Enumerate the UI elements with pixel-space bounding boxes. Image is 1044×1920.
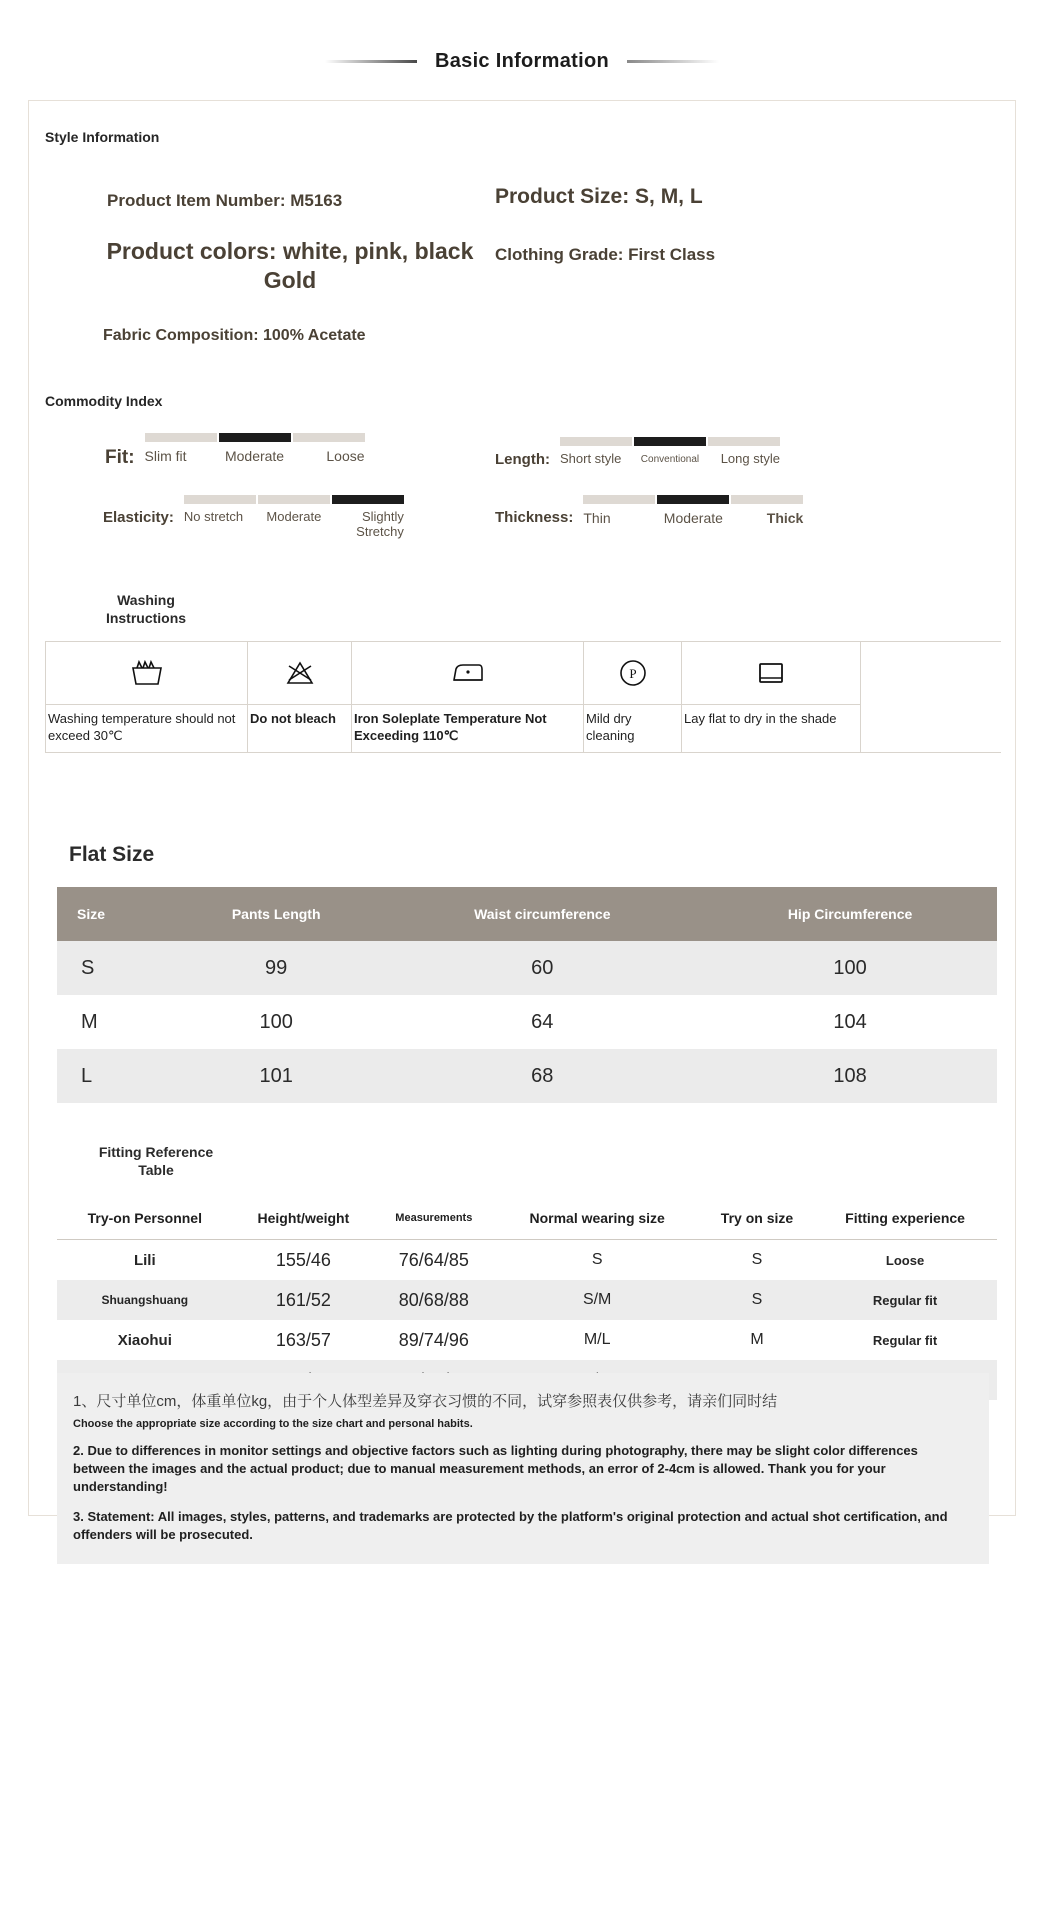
flat-size-m-length: 100 bbox=[259, 1010, 293, 1033]
index-elasticity-name: Elasticity: bbox=[103, 509, 174, 526]
flat-size-m-waist: 64 bbox=[531, 1010, 554, 1033]
index-length-seg-1 bbox=[560, 437, 632, 446]
index-elasticity-label-1: No stretch bbox=[183, 509, 244, 524]
index-fit-label-1: Slim fit bbox=[144, 448, 187, 464]
index-thickness-label-2: Moderate bbox=[663, 510, 723, 526]
page-title: Basic Information bbox=[434, 50, 610, 72]
wash-text-4: Mild dry cleaning bbox=[586, 711, 635, 743]
fitting-r1-tryon: S bbox=[751, 1251, 763, 1269]
dry-clean-p-icon bbox=[584, 642, 681, 705]
notes-section bbox=[57, 1373, 989, 1564]
fitting-r2-tryon: S bbox=[701, 1280, 813, 1320]
commodity-index-label: Commodity Index bbox=[45, 393, 163, 409]
index-thickness bbox=[495, 495, 803, 526]
index-thickness-label-3: Thick bbox=[766, 510, 804, 526]
product-item-number: Product Item Number: M5163 bbox=[107, 191, 343, 210]
note-line-2: Choose the appropriate size according to the size chart and personal habits. bbox=[73, 1417, 473, 1430]
index-elasticity-seg-3 bbox=[332, 495, 404, 504]
flat-size-m-hip: 104 bbox=[833, 1010, 867, 1033]
index-thickness-seg-1 bbox=[583, 495, 655, 504]
fitting-header-row bbox=[57, 1197, 997, 1240]
index-fit-track bbox=[145, 433, 365, 442]
flat-size-l-hip: 108 bbox=[703, 1049, 997, 1103]
index-elasticity-labels bbox=[184, 510, 404, 540]
index-length-labels bbox=[560, 452, 780, 467]
flat-size-s-length: 99 bbox=[171, 941, 382, 995]
index-fit-label-3: Loose bbox=[326, 448, 365, 464]
wash-cell-2 bbox=[247, 642, 351, 752]
table-row bbox=[57, 941, 997, 995]
fitting-reference-section bbox=[45, 1143, 1001, 1400]
table-row bbox=[57, 995, 997, 1049]
wash-cell-4 bbox=[583, 642, 681, 752]
style-information-grid bbox=[45, 165, 1001, 395]
fitting-r1-measure: 76/64/85 bbox=[398, 1249, 469, 1270]
index-elasticity-track bbox=[184, 495, 404, 504]
flat-size-s-hip: 100 bbox=[703, 941, 997, 995]
note-line-1: 1、尺寸单位cm，体重单位kg，由于个人体型差异及穿衣习惯的不同，试穿参照表仅供参考，请亲们同时结 bbox=[73, 1393, 778, 1410]
fitting-r1-exp: Loose bbox=[885, 1252, 925, 1268]
fitting-r3-tryon: M bbox=[750, 1331, 764, 1349]
index-length bbox=[495, 437, 780, 468]
fitting-reference-table bbox=[57, 1197, 997, 1400]
fitting-header-height-weight: Height/weight bbox=[233, 1197, 375, 1240]
fitting-r3-normal: M/L bbox=[583, 1331, 611, 1349]
index-length-track bbox=[560, 437, 780, 446]
wash-cell-3 bbox=[351, 642, 583, 752]
index-thickness-seg-2 bbox=[657, 495, 729, 504]
fitting-header-measurements: Measurements bbox=[374, 1197, 493, 1240]
washing-instructions-table bbox=[45, 641, 1001, 753]
style-information-section bbox=[45, 129, 1001, 395]
washing-instructions-title: Washing Instructions bbox=[105, 592, 187, 627]
product-colors: Product colors: white, pink, black Gold bbox=[106, 238, 474, 293]
style-information-label: Style Information bbox=[45, 129, 160, 145]
index-fit-name: Fit: bbox=[105, 447, 135, 468]
wash-text-3: Iron Soleplate Temperature Not Exceeding 110℃ bbox=[354, 711, 547, 743]
index-fit bbox=[105, 433, 365, 469]
fitting-r1-hw: 155/46 bbox=[275, 1249, 331, 1270]
index-thickness-name: Thickness: bbox=[495, 509, 574, 526]
fitting-r3-name: Xiaohui bbox=[117, 1331, 172, 1349]
svg-text:P: P bbox=[628, 666, 637, 682]
flat-size-l-length: 101 bbox=[171, 1049, 382, 1103]
wash-cell-5 bbox=[681, 642, 861, 752]
table-row bbox=[57, 1049, 997, 1103]
index-length-name: Length: bbox=[495, 451, 550, 468]
flat-size-l-size: L bbox=[57, 1049, 171, 1103]
wash-text-2: Do not bleach bbox=[250, 711, 336, 727]
index-fit-seg-1 bbox=[145, 433, 217, 442]
index-length-label-2: Conventional bbox=[640, 454, 700, 465]
wash-text-1: Washing temperature should not exceed 30℃ bbox=[48, 711, 236, 743]
index-fit-bars bbox=[145, 433, 365, 464]
flat-size-s-waist: 60 bbox=[382, 941, 704, 995]
index-thickness-bars bbox=[583, 495, 803, 526]
wash-text-5: Lay flat to dry in the shade bbox=[684, 711, 837, 727]
index-elasticity-seg-1 bbox=[184, 495, 256, 504]
washing-instructions-section bbox=[45, 591, 1001, 753]
fitting-header-experience: Fitting experience bbox=[813, 1197, 997, 1240]
index-fit-labels bbox=[145, 448, 365, 464]
fitting-header-normal-size: Normal wearing size bbox=[493, 1197, 700, 1240]
index-elasticity-label-3: Slightly Stretchy bbox=[356, 509, 404, 539]
fitting-r2-normal: S/M bbox=[493, 1280, 700, 1320]
index-length-seg-3 bbox=[708, 437, 780, 446]
wash-cell-1 bbox=[45, 642, 247, 752]
index-elasticity bbox=[103, 495, 404, 540]
index-elasticity-seg-2 bbox=[258, 495, 330, 504]
product-size: Product Size: S, M, L bbox=[495, 185, 703, 208]
index-fit-label-2: Moderate bbox=[224, 448, 285, 464]
iron-icon bbox=[352, 642, 583, 705]
clothing-grade: Clothing Grade: First Class bbox=[495, 245, 716, 264]
flat-size-header-pants-length: Pants Length bbox=[171, 887, 382, 941]
page-header bbox=[0, 0, 1044, 73]
hand-wash-icon bbox=[46, 642, 247, 705]
flat-size-title: Flat Size bbox=[69, 843, 155, 866]
content-card bbox=[28, 100, 1016, 1543]
fitting-r3-measure: 89/74/96 bbox=[398, 1329, 469, 1350]
fabric-composition: Fabric Composition: 100% Acetate bbox=[103, 327, 366, 344]
fitting-r3-exp: Regular fit bbox=[872, 1332, 938, 1348]
fitting-r2-exp: Regular fit bbox=[813, 1280, 997, 1320]
table-row bbox=[57, 1280, 997, 1320]
flat-size-header-size: Size bbox=[57, 887, 171, 941]
fitting-r1-name: Lili bbox=[133, 1251, 156, 1269]
flat-size-header-row bbox=[57, 887, 997, 941]
flat-size-header-hip: Hip Circumference bbox=[703, 887, 997, 941]
flat-size-l-waist: 68 bbox=[382, 1049, 704, 1103]
index-fit-seg-3 bbox=[293, 433, 365, 442]
note-line-3: 2. Due to differences in monitor settings and objective factors such as lighting during photography, there may be slight color differences between the images and the actual product; due to manual measurement methods, an error of 2-4cm is allowed. Thank you for your understanding! bbox=[73, 1442, 918, 1494]
fitting-r2-measure: 80/68/88 bbox=[374, 1280, 493, 1320]
flat-dry-icon bbox=[682, 642, 860, 705]
table-row bbox=[57, 1320, 997, 1360]
header-rule-left bbox=[325, 60, 417, 63]
fitting-r2-name: Shuangshuang bbox=[57, 1280, 233, 1320]
index-length-bars bbox=[560, 437, 780, 467]
header-rule-right bbox=[627, 60, 719, 63]
note-line-4: 3. Statement: All images, styles, patterns, and trademarks are protected by the platform's original protection and actual shot certification, and offenders will be prosecuted. bbox=[73, 1509, 948, 1543]
index-elasticity-bars bbox=[184, 495, 404, 540]
fitting-reference-title: Fitting Reference Table bbox=[98, 1144, 214, 1179]
flat-size-header-waist: Waist circumference bbox=[382, 887, 704, 941]
fitting-header-personnel: Try-on Personnel bbox=[57, 1197, 233, 1240]
index-elasticity-label-2: Moderate bbox=[266, 509, 322, 524]
flat-size-section bbox=[45, 843, 1001, 1103]
flat-size-table bbox=[57, 887, 997, 1103]
index-thickness-track bbox=[583, 495, 803, 504]
commodity-index-grid bbox=[45, 433, 1001, 573]
index-length-label-3: Long style bbox=[720, 451, 780, 466]
fitting-r3-hw: 163/57 bbox=[275, 1329, 331, 1350]
index-thickness-labels bbox=[583, 510, 803, 526]
index-length-seg-2 bbox=[634, 437, 706, 446]
index-length-label-1: Short style bbox=[559, 451, 622, 466]
flat-size-m-size: M bbox=[81, 1010, 98, 1033]
fitting-header-tryon-size: Try on size bbox=[701, 1197, 813, 1240]
index-thickness-seg-3 bbox=[731, 495, 803, 504]
fitting-r2-hw: 161/52 bbox=[233, 1280, 375, 1320]
table-row bbox=[57, 1240, 997, 1281]
commodity-index-section bbox=[45, 393, 1001, 573]
index-fit-seg-2 bbox=[219, 433, 291, 442]
fitting-r1-normal: S bbox=[591, 1251, 603, 1269]
no-bleach-icon bbox=[248, 642, 351, 705]
flat-size-s-size: S bbox=[57, 941, 171, 995]
index-thickness-label-1: Thin bbox=[583, 510, 611, 526]
